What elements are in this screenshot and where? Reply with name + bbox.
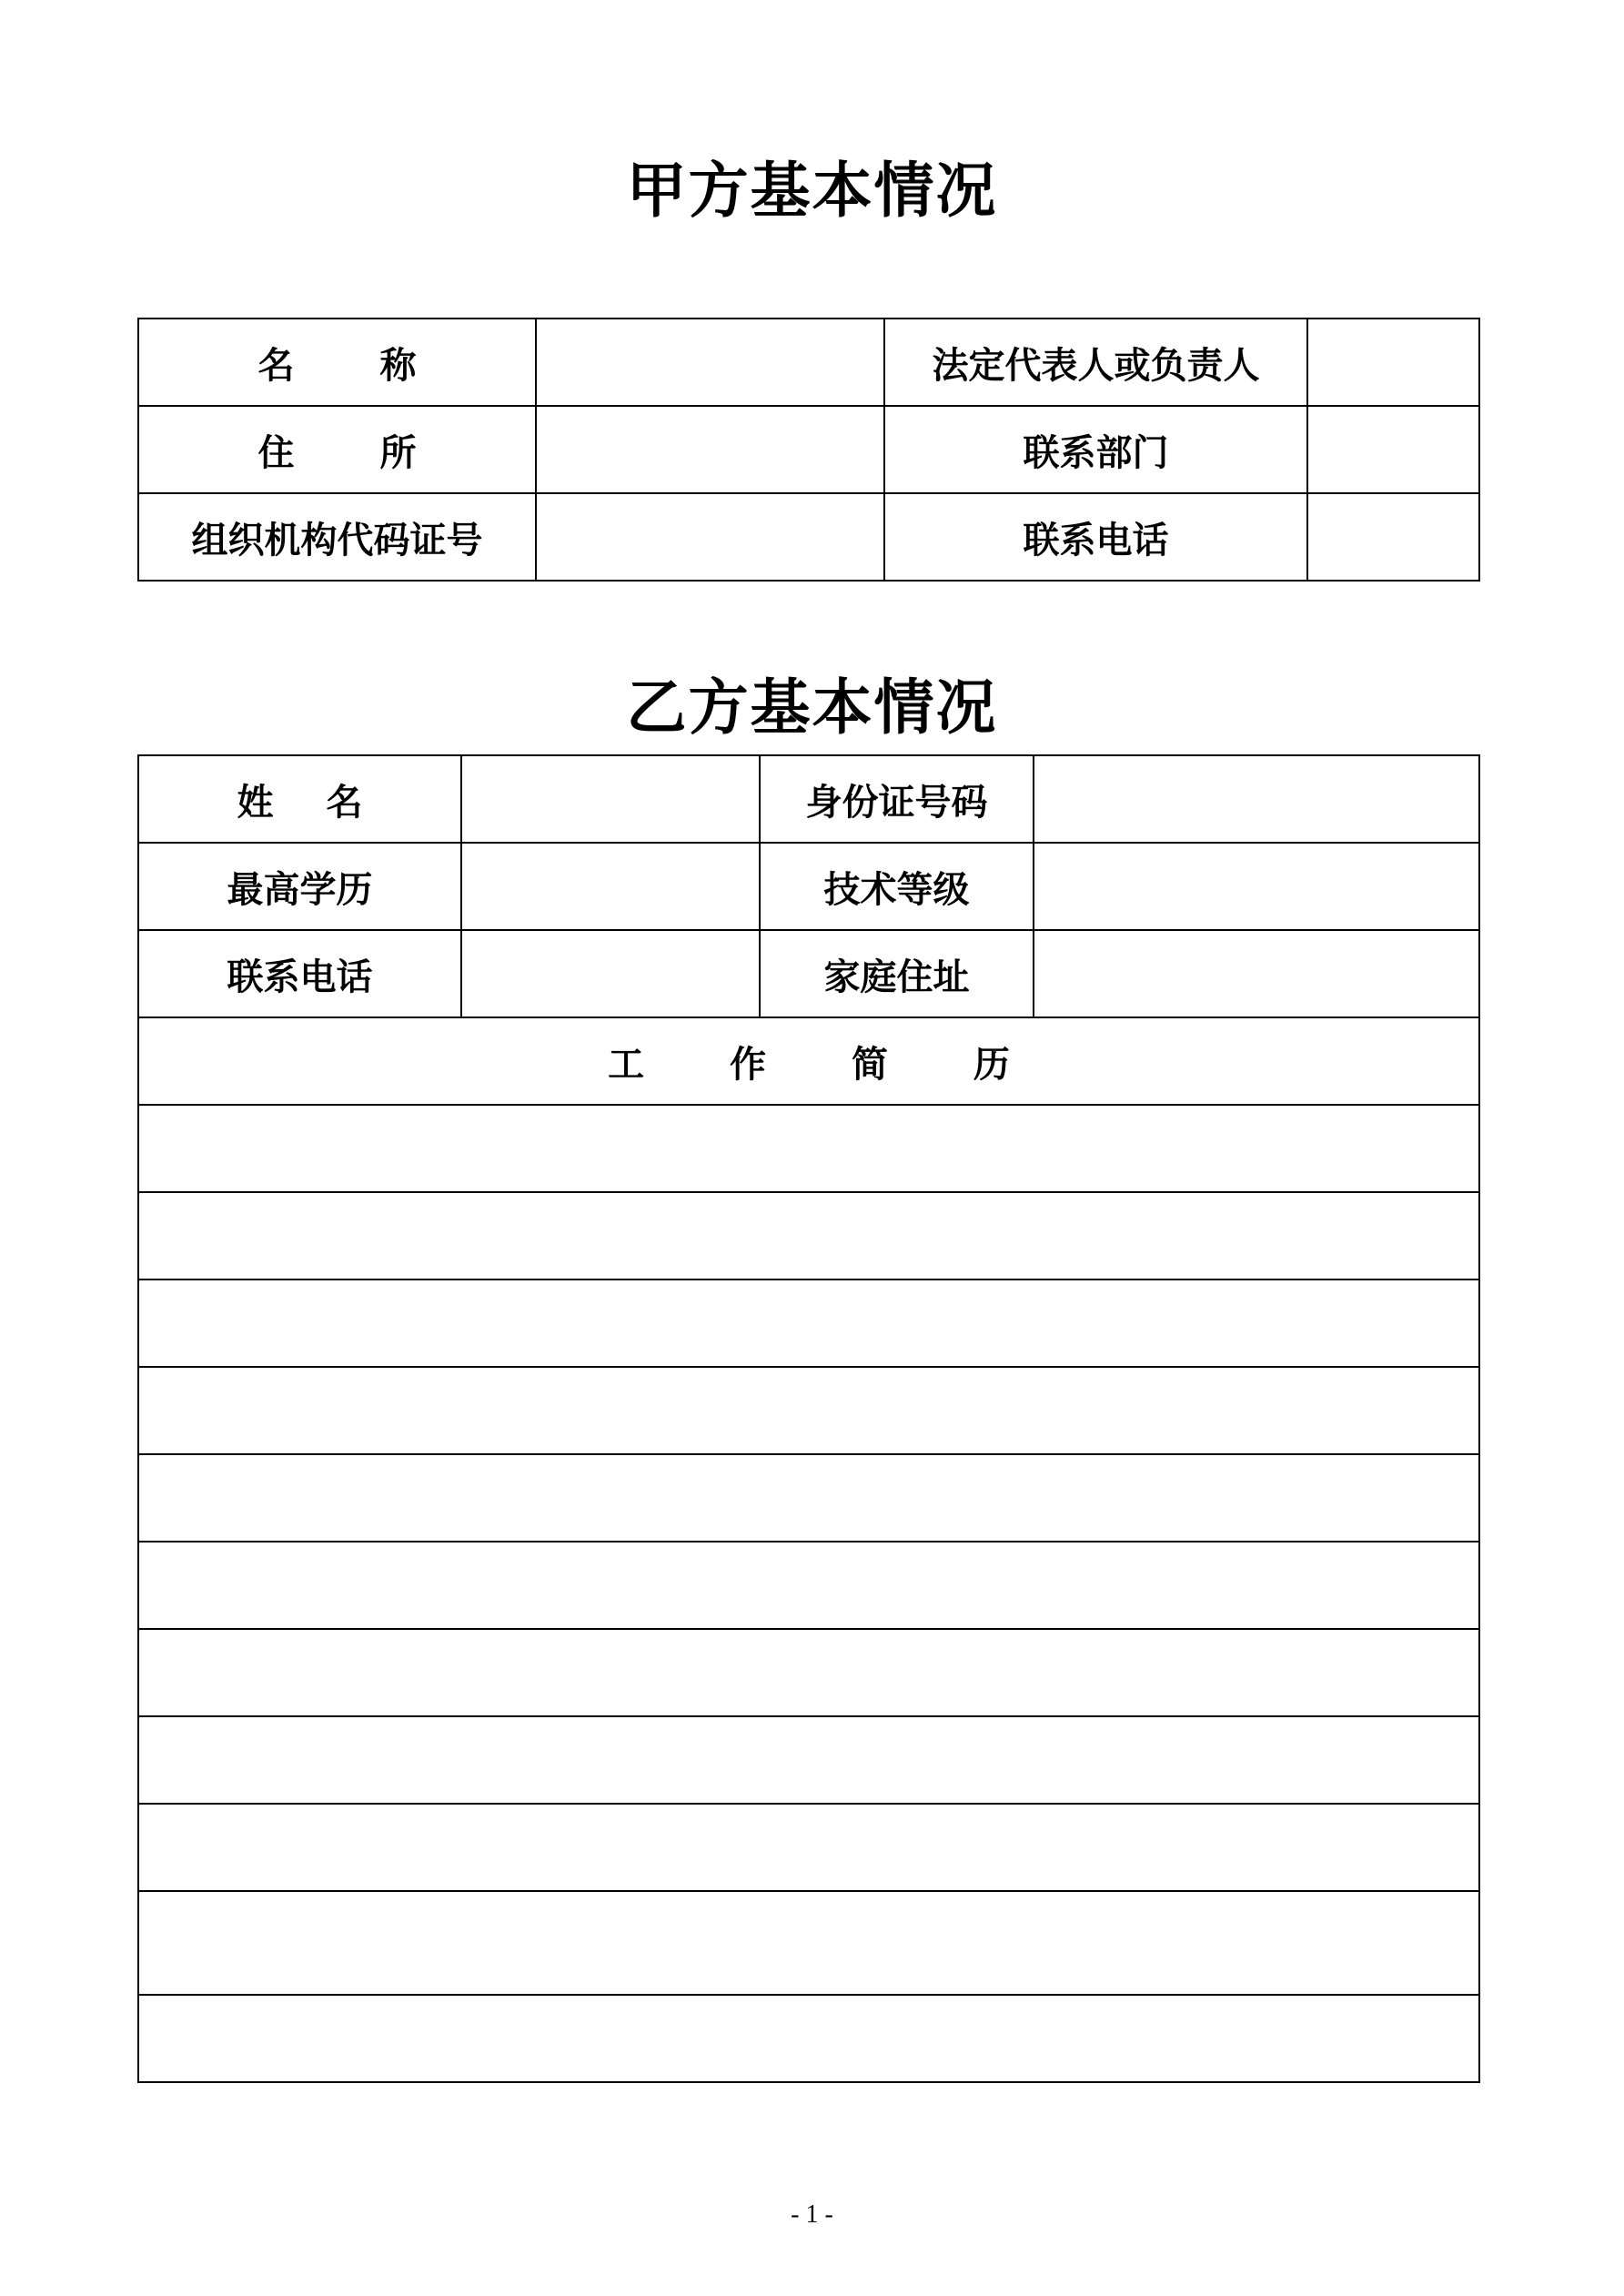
work-history-header: 工 作 简 历 (138, 1017, 1479, 1105)
table-row (138, 1105, 1479, 1192)
person-phone-label: 联系电话 (138, 930, 461, 1017)
table-row (138, 493, 1479, 581)
education-label: 最高学历 (138, 843, 461, 930)
work-history-row[interactable] (138, 1192, 1479, 1279)
table-row (138, 1629, 1479, 1716)
work-history-row[interactable] (138, 1105, 1479, 1192)
id-number-label: 身份证号码 (760, 755, 1034, 843)
work-history-row[interactable] (138, 1891, 1479, 1995)
table-row (138, 1716, 1479, 1804)
work-history-row[interactable] (138, 1629, 1479, 1716)
table-row (138, 843, 1479, 930)
party-a-table (137, 318, 1480, 582)
table-row (138, 1279, 1479, 1367)
page-number: - 1 - (791, 2200, 833, 2229)
work-history-row[interactable] (138, 1542, 1479, 1629)
legal-representative-field[interactable] (1307, 319, 1479, 406)
contact-department-field[interactable] (1307, 406, 1479, 493)
party-b-table (137, 754, 1480, 2083)
name-field[interactable] (536, 319, 884, 406)
party-a-title: 甲方基本情况 (626, 156, 998, 226)
table-row (138, 1542, 1479, 1629)
table-row (138, 406, 1479, 493)
legal-representative-label: 法定代表人或负责人 (884, 319, 1307, 406)
address-field[interactable] (536, 406, 884, 493)
education-field[interactable] (461, 843, 760, 930)
person-name-field[interactable] (461, 755, 760, 843)
contact-department-label: 联系部门 (884, 406, 1307, 493)
person-name-label: 姓 名 (138, 755, 461, 843)
person-phone-field[interactable] (461, 930, 760, 1017)
table-row (138, 1367, 1479, 1454)
work-history-row[interactable] (138, 1279, 1479, 1367)
work-history-row[interactable] (138, 1716, 1479, 1804)
technical-grade-label: 技术等级 (760, 843, 1034, 930)
org-code-field[interactable] (536, 493, 884, 581)
table-row (138, 1017, 1479, 1105)
name-label: 名 称 (138, 319, 536, 406)
contact-phone-label: 联系电话 (884, 493, 1307, 581)
work-history-row[interactable] (138, 1995, 1479, 2082)
table-row (138, 1192, 1479, 1279)
id-number-field[interactable] (1034, 755, 1479, 843)
table-row (138, 319, 1479, 406)
table-row (138, 1804, 1479, 1891)
technical-grade-field[interactable] (1034, 843, 1479, 930)
table-row (138, 1891, 1479, 1995)
party-b-title: 乙方基本情况 (626, 673, 998, 743)
table-row (138, 755, 1479, 843)
org-code-label: 组织机构代码证号 (138, 493, 536, 581)
table-row (138, 930, 1479, 1017)
address-label: 住 所 (138, 406, 536, 493)
home-address-label: 家庭住址 (760, 930, 1034, 1017)
table-row (138, 1995, 1479, 2082)
table-row (138, 1454, 1479, 1542)
work-history-row[interactable] (138, 1367, 1479, 1454)
home-address-field[interactable] (1034, 930, 1479, 1017)
contact-phone-field[interactable] (1307, 493, 1479, 581)
work-history-row[interactable] (138, 1804, 1479, 1891)
work-history-row[interactable] (138, 1454, 1479, 1542)
